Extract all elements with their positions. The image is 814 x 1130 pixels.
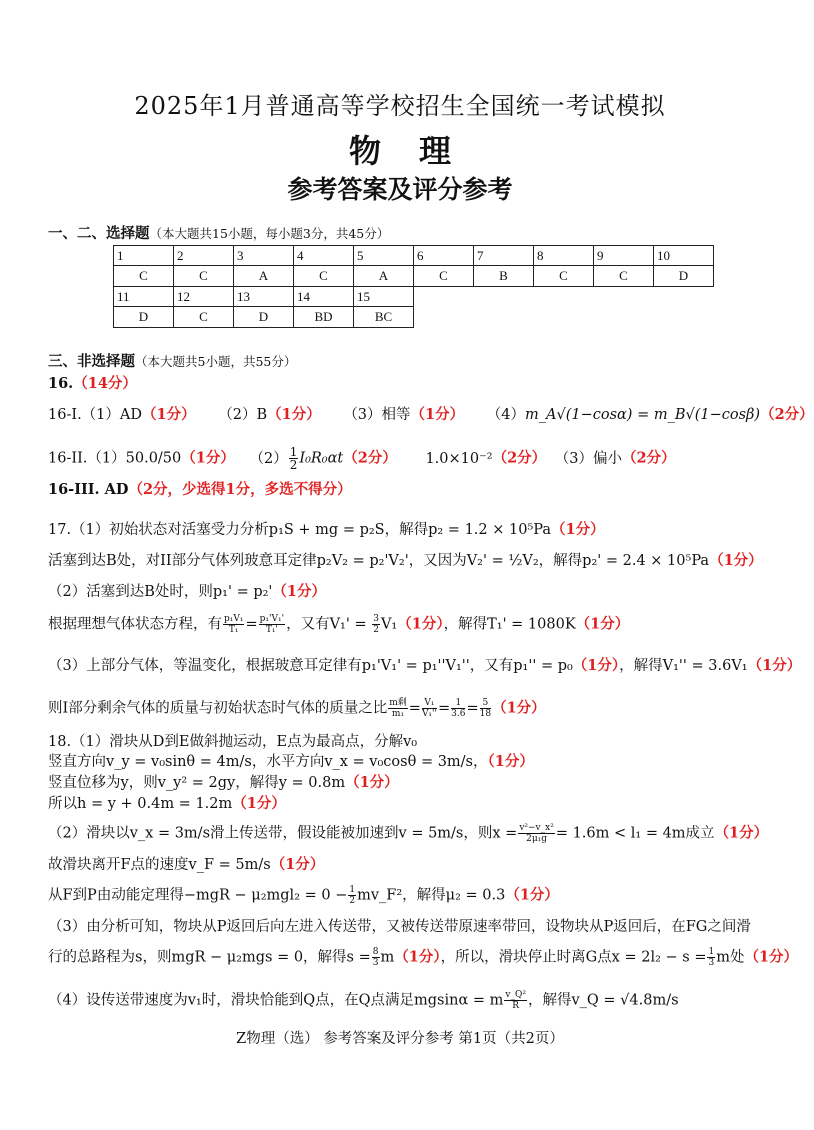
table-cell: 9 bbox=[594, 246, 654, 266]
q16-2-answer3: （3）偏小 bbox=[554, 450, 623, 467]
q16-1-answer1: 16-I.（1）AD bbox=[48, 407, 143, 423]
score-mark: （1分） bbox=[575, 615, 630, 633]
score-mark: （1分） bbox=[181, 449, 235, 467]
fraction bbox=[480, 698, 491, 719]
q17-text: ，又有V₁' = bbox=[286, 616, 372, 633]
frac-bottom: 18 bbox=[479, 709, 492, 719]
frac-top: v²−v_x² bbox=[519, 823, 554, 833]
q17-text: （3）上部分气体，等温变化，根据玻意耳定律有p₁'V₁' = p₁''V₁''，又有p₁'' = p₀ bbox=[48, 658, 573, 674]
section3-note: （本大题共5小题，共55分） bbox=[135, 354, 297, 369]
fraction bbox=[223, 614, 244, 635]
frac-top: 8 bbox=[372, 947, 379, 957]
q18-text: m处 bbox=[716, 949, 745, 966]
q16-1-answer3: （3）相等 bbox=[343, 407, 411, 423]
q18-line6 bbox=[48, 855, 324, 875]
table-cell: 3 bbox=[234, 246, 294, 266]
table-cell: D bbox=[654, 266, 714, 287]
table-cell: 8 bbox=[534, 246, 594, 266]
table-cell: BC bbox=[354, 307, 414, 328]
q17-text: 则I部分剩余气体的质量与初始状态时气体的质量之比 bbox=[48, 700, 388, 717]
q16-part1 bbox=[48, 405, 814, 425]
frac-bottom: 2μ₁g bbox=[526, 834, 548, 844]
score-mark: （1分） bbox=[551, 521, 605, 538]
table-cell: A bbox=[234, 266, 294, 287]
q16-2-answer2b: 1.0×10⁻² bbox=[425, 450, 493, 467]
table-cell: 11 bbox=[114, 287, 174, 307]
table-cell: D bbox=[234, 307, 294, 328]
table-row bbox=[114, 266, 714, 287]
q18-line1 bbox=[48, 732, 417, 752]
q18-text: 所以h = y + 0.4m = 1.2m bbox=[48, 796, 233, 812]
q18-line8 bbox=[48, 917, 751, 937]
frac-bottom: 2 bbox=[349, 896, 356, 906]
q18-text: 18.（1）滑块从D到E做斜抛运动，E点为最高点，分解v₀ bbox=[48, 734, 418, 750]
score-mark: （1分） bbox=[572, 657, 620, 674]
table-cell: 15 bbox=[354, 287, 414, 307]
frac-bottom: m₁ bbox=[391, 709, 405, 719]
frac-bottom: 2 bbox=[289, 458, 298, 472]
section3-heading: 三、非选择题 bbox=[48, 353, 135, 370]
equals: = bbox=[466, 700, 479, 717]
frac-bottom: 3 bbox=[708, 958, 715, 968]
equals: = bbox=[438, 700, 451, 717]
table-cell: 2 bbox=[174, 246, 234, 266]
frac-bottom: 3.6 bbox=[451, 709, 466, 719]
fraction bbox=[388, 698, 408, 719]
frac-bottom: T₁ bbox=[228, 625, 239, 635]
table-blank bbox=[414, 307, 714, 328]
frac-top: v_Q² bbox=[505, 990, 526, 1000]
q16-1-answer2: （2）B bbox=[218, 407, 268, 423]
frac-bottom: R bbox=[512, 1001, 520, 1011]
q16-1-answer4-num: （4） bbox=[486, 407, 525, 423]
q16-heading bbox=[48, 374, 137, 394]
section1-heading-line bbox=[48, 224, 389, 244]
q17-text: （2）活塞到达B处时，则p₁' = p₂' bbox=[48, 584, 273, 600]
subject-title: 物理 bbox=[348, 132, 489, 170]
q17-line1 bbox=[48, 520, 605, 540]
score-mark: （1分） bbox=[270, 856, 325, 873]
q18-line7 bbox=[48, 885, 559, 906]
score-mark: （2分） bbox=[622, 449, 676, 467]
q17-line5 bbox=[48, 656, 801, 676]
score-mark: （1分） bbox=[345, 774, 399, 791]
q18-line3 bbox=[48, 773, 399, 793]
fraction bbox=[372, 614, 380, 635]
table-cell: D bbox=[114, 307, 174, 328]
fraction bbox=[504, 990, 527, 1011]
q17-text: ，解得V₁'' = 3.6V₁ bbox=[619, 658, 748, 674]
q16-2-answer1: 16-II.（1）50.0/50 bbox=[48, 450, 182, 467]
q17-text: ，解得T₁' = 1080K bbox=[443, 616, 576, 633]
q17-line2 bbox=[48, 551, 763, 571]
q18-text: 竖直方向v_y = v₀sinθ = 4m/s，水平方向v_x = v₀cosθ = 3m/s， bbox=[48, 754, 488, 770]
q16-part2 bbox=[48, 446, 676, 471]
q18-text: 行的总路程为s，则mgR − μ₂mgs = 0，解得s = bbox=[48, 949, 371, 966]
table-cell: 4 bbox=[294, 246, 354, 266]
frac-top: 1 bbox=[451, 698, 465, 709]
score-mark: （1分） bbox=[747, 657, 802, 674]
table-cell: A bbox=[354, 266, 414, 287]
q18-text: （3）由分析可知，物块从P返回后向左进入传送带，又被传送带原速率带回，设物块从P返回后，在FG之间滑 bbox=[48, 919, 751, 935]
table-cell: C bbox=[174, 307, 234, 328]
frac-top: 3 bbox=[373, 614, 379, 624]
table-row bbox=[114, 307, 714, 328]
fraction bbox=[372, 947, 380, 968]
score-mark: （2分） bbox=[492, 449, 547, 467]
frac-top: 1 bbox=[349, 885, 356, 895]
fraction bbox=[451, 698, 465, 719]
fraction bbox=[707, 947, 715, 968]
table-blank bbox=[414, 287, 714, 307]
score-mark: （1分） bbox=[487, 753, 534, 770]
page-footer: Z物理（选） 参考答案及评分参考 第1页（共2页） bbox=[236, 1031, 564, 1047]
score-mark: （1分） bbox=[714, 824, 769, 842]
q16-part3 bbox=[48, 480, 352, 500]
answer-table bbox=[113, 245, 714, 328]
q18-text: 竖直位移为y，则v_y² = 2gy，解得y = 0.8m bbox=[48, 775, 346, 791]
q18-text: ，解得v_Q = √4.8m/s bbox=[527, 992, 679, 1009]
q16-label: 16. bbox=[48, 375, 74, 392]
q16-2-formula: I₀R₀αt bbox=[299, 450, 344, 467]
q17-line3 bbox=[48, 582, 326, 602]
q16-3-answer: 16-III. AD bbox=[48, 481, 129, 498]
fraction bbox=[259, 614, 285, 635]
frac-top: m剩 bbox=[389, 698, 407, 708]
equals: = bbox=[408, 700, 421, 717]
table-cell: C bbox=[534, 266, 594, 287]
table-cell: C bbox=[294, 266, 354, 287]
score-mark: （1分） bbox=[709, 552, 763, 569]
score-mark: （2分） bbox=[760, 406, 814, 423]
q17-text: 活塞到达B处，对II部分气体列玻意耳定律p₂V₂ = p₂'V₂'，又因为V₂' = ½V₂，解得p₂' = 2.4 × 10⁵Pa bbox=[48, 553, 710, 569]
fraction bbox=[289, 446, 299, 471]
q18-text: 从F到P由动能定理得−mgR − μ₂mgl₂ = 0 − bbox=[48, 887, 348, 904]
score-mark: （1分） bbox=[394, 948, 441, 966]
q18-line4 bbox=[48, 794, 286, 814]
table-cell: BD bbox=[294, 307, 354, 328]
q18-text: = 1.6m < l₁ = 4m成立 bbox=[555, 825, 715, 842]
score-mark: （1分） bbox=[505, 886, 559, 904]
score-mark: （1分） bbox=[397, 615, 444, 633]
q18-line2 bbox=[48, 752, 534, 772]
q16-2-answer2-num: （2） bbox=[249, 450, 288, 467]
table-cell: 12 bbox=[174, 287, 234, 307]
frac-top: p₁'V₁' bbox=[259, 614, 285, 624]
frac-top: 1 bbox=[708, 947, 715, 957]
table-cell: C bbox=[174, 266, 234, 287]
q18-line9 bbox=[48, 947, 798, 968]
table-cell: 14 bbox=[294, 287, 354, 307]
q16-1-formula: m_A√(1−cosα) = m_B√(1−cosβ) bbox=[524, 407, 761, 423]
q16-score: （14分） bbox=[73, 375, 137, 392]
table-row bbox=[114, 246, 714, 266]
table-cell: B bbox=[474, 266, 534, 287]
frac-top: 5 bbox=[480, 698, 491, 709]
table-row bbox=[114, 287, 714, 307]
frac-top: V₁ bbox=[422, 698, 437, 709]
score-mark: （2分） bbox=[343, 449, 397, 467]
section1-heading: 一、二、选择题 bbox=[48, 225, 150, 242]
q18-text: ，所以，滑块停止时离G点x = 2l₂ − s = bbox=[440, 949, 707, 966]
section1-note: （本大题共15小题，每小题3分，共45分） bbox=[149, 226, 390, 241]
score-mark: （1分） bbox=[272, 583, 327, 600]
q17-text: 17.（1）初始状态对活塞受力分析p₁S + mg = p₂S，解得p₂ = 1.2 × 10⁵Pa bbox=[48, 522, 552, 538]
frac-bottom: 2 bbox=[373, 625, 379, 635]
exam-title: 2025年1月普通高等学校招生全国统一考试模拟 bbox=[134, 92, 666, 120]
frac-bottom: 3 bbox=[372, 958, 379, 968]
score-mark: （1分） bbox=[142, 406, 196, 423]
table-cell: 1 bbox=[114, 246, 174, 266]
frac-top: p₁V₁ bbox=[224, 614, 244, 624]
q17-line6 bbox=[48, 698, 546, 719]
fraction bbox=[422, 698, 437, 719]
frac-top: 1 bbox=[289, 445, 298, 459]
q18-line10 bbox=[48, 990, 679, 1011]
table-cell: 10 bbox=[654, 246, 714, 266]
score-mark: （1分） bbox=[267, 406, 321, 423]
score-mark: （1分） bbox=[410, 406, 465, 423]
subtitle: 参考答案及评分参考 bbox=[287, 175, 513, 204]
q18-text: （2）滑块以v_x = 3m/s滑上传送带，假设能被加速到v = 5m/s，则x = bbox=[48, 825, 518, 842]
score-mark: （1分） bbox=[744, 948, 799, 966]
table-cell: 6 bbox=[414, 246, 474, 266]
table-cell: 5 bbox=[354, 246, 414, 266]
table-cell: C bbox=[414, 266, 474, 287]
fraction bbox=[518, 823, 555, 844]
fraction bbox=[348, 885, 356, 906]
q18-line5 bbox=[48, 823, 768, 844]
q17-text: V₁ bbox=[380, 616, 398, 633]
q17-line4 bbox=[48, 614, 629, 635]
score-mark: （2分，少选得1分，多选不得分） bbox=[128, 481, 352, 498]
q18-text: mv_F²，解得μ₂ = 0.3 bbox=[357, 887, 506, 904]
table-cell: C bbox=[114, 266, 174, 287]
q18-text: （4）设传送带速度为v₁时，滑块恰能到Q点，在Q点满足mgsinα = m bbox=[48, 992, 504, 1009]
q18-text: m bbox=[380, 949, 395, 966]
q17-text: 根据理想气体状态方程，有 bbox=[48, 616, 222, 633]
frac-bottom: V₁'' bbox=[421, 709, 437, 719]
table-cell: C bbox=[594, 266, 654, 287]
score-mark: （1分） bbox=[232, 795, 286, 812]
score-mark: （1分） bbox=[492, 699, 546, 717]
section3-heading-line bbox=[48, 352, 296, 372]
frac-bottom: T₁' bbox=[265, 625, 278, 635]
table-cell: 7 bbox=[474, 246, 534, 266]
table-cell: 13 bbox=[234, 287, 294, 307]
q18-text: 故滑块离开F点的速度v_F = 5m/s bbox=[48, 857, 271, 873]
equals: = bbox=[245, 616, 258, 633]
